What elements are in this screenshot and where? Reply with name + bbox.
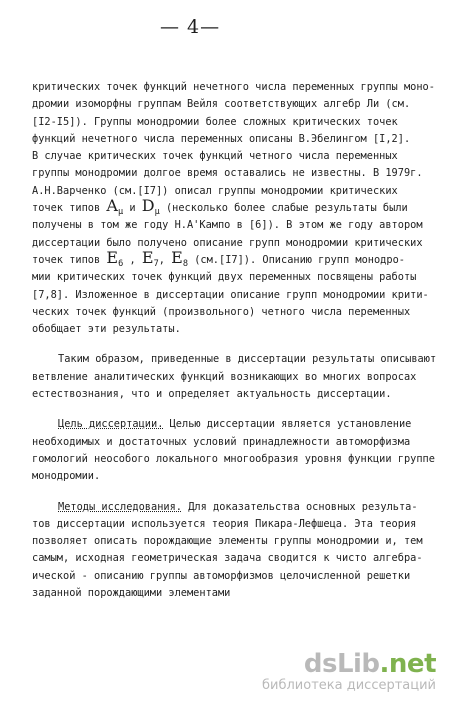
goal-first-line: Цель диссертации. Целью диссертации является установление — [58, 418, 412, 431]
text-line: естествознания, что и определяет актуальность диссертации. — [32, 388, 392, 401]
text-line: гомологий неособого локального многообразия уровня функции группе — [32, 452, 435, 465]
symbol-e7: E — [141, 247, 154, 267]
symbol-e6: E — [106, 247, 119, 267]
symbol-e8: E — [171, 247, 183, 267]
text-line: [7,8]. Изложенное в диссертации описание групп монодромии крити- — [32, 288, 429, 301]
watermark-logo: dsLib.net — [303, 649, 436, 679]
text-line: самым, исходная геометрическая задача сводится к чисто алгебра- — [32, 552, 423, 565]
text-line: необходимых и достаточных условий принадлежности автоморфизма — [32, 435, 411, 448]
watermark — [262, 650, 436, 693]
text-line: заданной порождающими элементами — [32, 587, 231, 600]
text-line: А.Н.Варченко (см.[I7]) описал группы монодромии критических — [32, 184, 398, 197]
text-line: [I2-I5]). Группы монодромии более сложных критических точек — [32, 115, 398, 128]
text-line-types-e: точек типов $E_6$ , $E_7$, $E_8$ (см.[I7]). Описанию групп монодро- — [32, 247, 405, 270]
text-line: дромии изоморфны группам Вейля соответствующих алгебр Ли (см. — [32, 98, 411, 111]
text-line: ческих точек функций (произвольного) четного числа переменных — [32, 305, 411, 318]
text-line: Таким образом, приведенные в диссертации результаты описывают — [58, 353, 437, 366]
text-line: диссертации было получено описание групп монодромии критических — [32, 236, 423, 249]
text-line-types-a-d: точек типов $A_\mu$ и $D_\mu$ (несколько более слабые результаты были — [32, 196, 408, 218]
document-body — [32, 79, 442, 602]
symbol-a: A — [106, 196, 118, 216]
text-line: В случае критических точек функций четного числа переменных — [32, 150, 398, 163]
methods-heading: Методы исследования. — [58, 500, 182, 513]
symbol-d: D — [141, 196, 155, 216]
page-number: — 4— — [160, 16, 221, 38]
text-line: обобщает эти результаты. — [32, 323, 181, 336]
text-line: ической - описанию группы автоморфизмов целочисленной решетки — [32, 569, 411, 582]
watermark-subtitle: библиотека диссертаций — [262, 678, 436, 693]
text-line: получены в том же году Н.А'Кампо в [6]). В этом же году автором — [32, 219, 423, 232]
methods-first-line: Методы исследования. Для доказательства основных результа- — [58, 500, 418, 513]
text-line: функций нечетного числа переменных описаны В.Эбелингом [I,2]. — [32, 132, 411, 145]
text-line: позволяет описать порождающие элементы группы монодромии и, тем — [32, 535, 423, 548]
text-line: монодромии. — [32, 470, 101, 483]
text-line: ветвление аналитических функций возникающих во многих вопросах — [32, 370, 417, 383]
text-line: группы монодромии долгое время оставались не известны. В 1979г. — [32, 167, 423, 180]
text-line: мии критических точек функций двух переменных посвящены работы — [32, 271, 417, 284]
goal-heading: Цель диссертации. — [58, 418, 164, 431]
text-line: тов диссертации используется теория Пикара-Лефшеца. Эта теория — [32, 517, 417, 530]
text-line: критических точек функций нечетного числа переменных группы моно- — [32, 81, 435, 93]
